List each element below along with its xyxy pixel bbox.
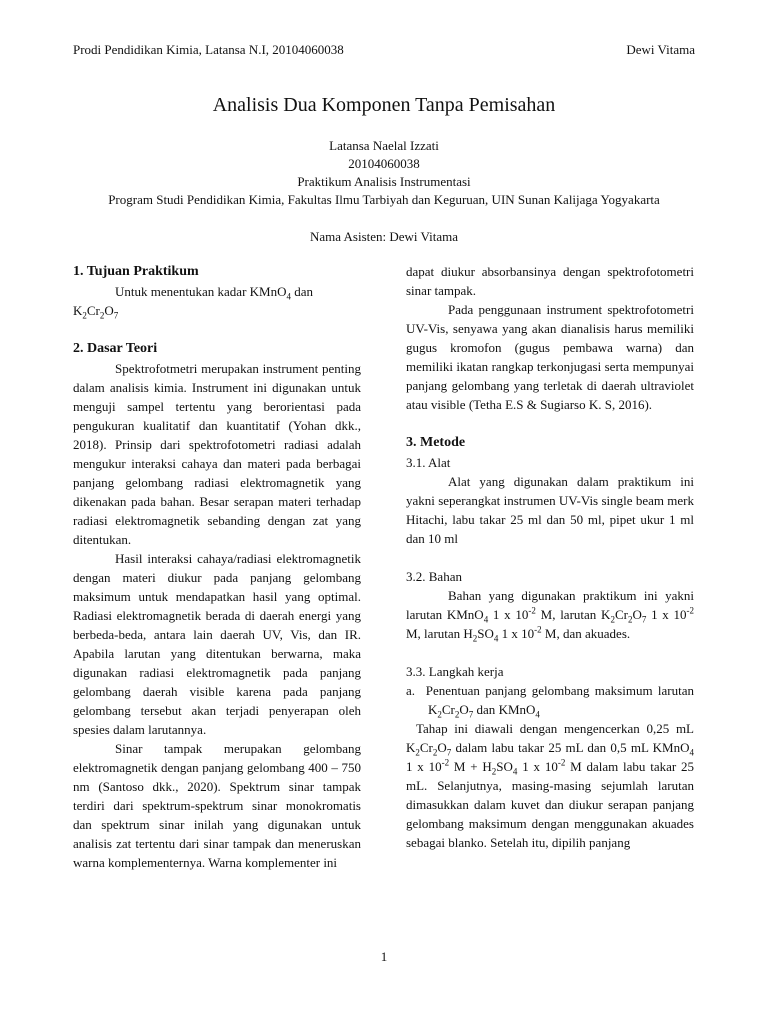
paper-title: Analisis Dua Komponen Tanpa Pemisahan <box>212 94 556 116</box>
bahan-title: 3.2. Bahan <box>406 569 462 584</box>
course-name: Praktikum Analisis Instrumentasi <box>297 174 471 189</box>
affiliation: Program Studi Pendidikan Kimia, Fakultas Ilmu Tarbiyah dan Keguruan, UIN Sunan Kalijaga Yogyakarta <box>108 192 660 207</box>
langkah-paragraph-1: Tahap ini diawali dengan mengencerkan 0,25 mL $K_2Cr_2O_7$ dalam labu takar 25 mL dan 0,5 mL KMnO$_4$ 1 x $10^{-2}$ $M + H_2SO_4$ 1 x $10^{-2}$ M dalam labu takar 25 mL. Selanjutnya, masing-masing sejumlah larutan dimasukkan dalam kuvet dan diukur serapan panjang gelombang maksimum dengan menggunakan akuades sebagai blanko. Setelah itu, dipilih panjang <box>406 721 695 850</box>
langkah-item-a: a. Penentuan panjang gelombang maksimum larutan $K_2Cr_2O_7$ dan KMnO$_4$ <box>406 683 695 720</box>
assistant-name: Nama Asisten: Dewi Vitama <box>309 229 459 244</box>
heading-tujuan: 1. Tujuan Praktikum <box>73 264 199 279</box>
heading-metode: 3. Metode <box>406 435 466 450</box>
right-column <box>406 262 694 852</box>
author-name: Latansa Naelal Izzati <box>329 138 439 153</box>
tujuan-text: Untuk menentukan kadar KMnO$_4$ dan <box>115 284 314 302</box>
dasar-paragraph-1: Spektrofotmetri merupakan instrument penting dalam analisis kimia. Instrument ini digunakan untuk menguji sampel tertentu yang berorientasi pada pengukuran kualitatif dan kuantitatif (Yohan dkk., 2018). Prinsip dari spektrofotometri radiasi adalah mengukur interaksi cahaya dan materi pada berbagai panjang gelombang radiasi elektromagnetik yang dikenakan pada bahan. Besar serapan materi terhadap radiasi elektromagnetik sebanding dengan zat yang ditentukan. <box>73 361 361 547</box>
page-number: 1 <box>380 949 388 964</box>
running-header-left: Prodi Pendidikan Kimia, Latansa N.I, 20104060038 <box>73 42 344 57</box>
langkah-title: 3.3. Langkah kerja <box>406 664 504 679</box>
author-id: 20104060038 <box>348 156 420 171</box>
tujuan-formula: $K_2Cr_2O_7$ <box>73 303 119 321</box>
dasar-paragraph-2: Hasil interaksi cahaya/radiasi elektromagnetik dengan materi diukur pada panjang gelombang maksimum untuk mendapatkan hasil yang optimal. Radiasi elektromagnetik berada di daerah energi yang berbeda-beda, antara lain daerah UV, Vis, dan IR. Apabila larutan yang ditentukan berwarna, maka digunakan radiasi elektromagnetik pada panjang gelombang daerah visible karena pada panjang gelombang tersebut akan terjadi penyerapan oleh spesies dalam larutannya. <box>73 551 361 737</box>
left-column <box>73 262 361 872</box>
dasar-paragraph-4: Pada penggunaan instrument spektrofotometri UV-Vis, senyawa yang akan dianalisis harus memiliki gugus kromofon (gugus pembawa warna) dan memiliki ikatan rangkap terkonjugasi serta mempunyai panjang gelombang yang terletak di daerah ultraviolet atau visible (Tetha E.S & Sugiarso K. S, 2016). <box>406 302 694 412</box>
alat-text: Alat yang digunakan dalam praktikum ini yakni seperangkat instrumen UV-Vis single beam merk Hitachi, labu takar 25 ml dan 50 ml, pipet ukur 1 ml dan 10 ml <box>406 474 694 546</box>
dasar-paragraph-3-continued: dapat diukur absorbansinya dengan spektrofotometri sinar tampak. <box>406 264 694 298</box>
bahan-text: Bahan yang digunakan praktikum ini yakni larutan KMnO$_4$ 1 x $10^{-2}$ M, larutan $K_2Cr_2O_7$ 1 x $10^{-2}$ M, larutan $H_2SO_4$ 1 x $10^{-2}$ M, dan akuades. <box>406 588 695 644</box>
dasar-paragraph-3: Sinar tampak merupakan gelombang elektromagnetik dengan panjang gelombang 400 – 750 nm (Santoso dkk., 2020). Spektrum sinar tampak terdiri dari spektrum-spektrum sinar monokromatis dan spektrum sinar inilah yang digunakan untuk analisis zat tertentu dari sinar tampak dan meneruskan warna komplementernya. Warna komplementer ini <box>73 741 361 870</box>
running-header-right: Dewi Vitama <box>626 42 695 57</box>
alat-title: 3.1. Alat <box>406 455 451 470</box>
heading-dasar-teori: 2. Dasar Teori <box>73 341 158 356</box>
